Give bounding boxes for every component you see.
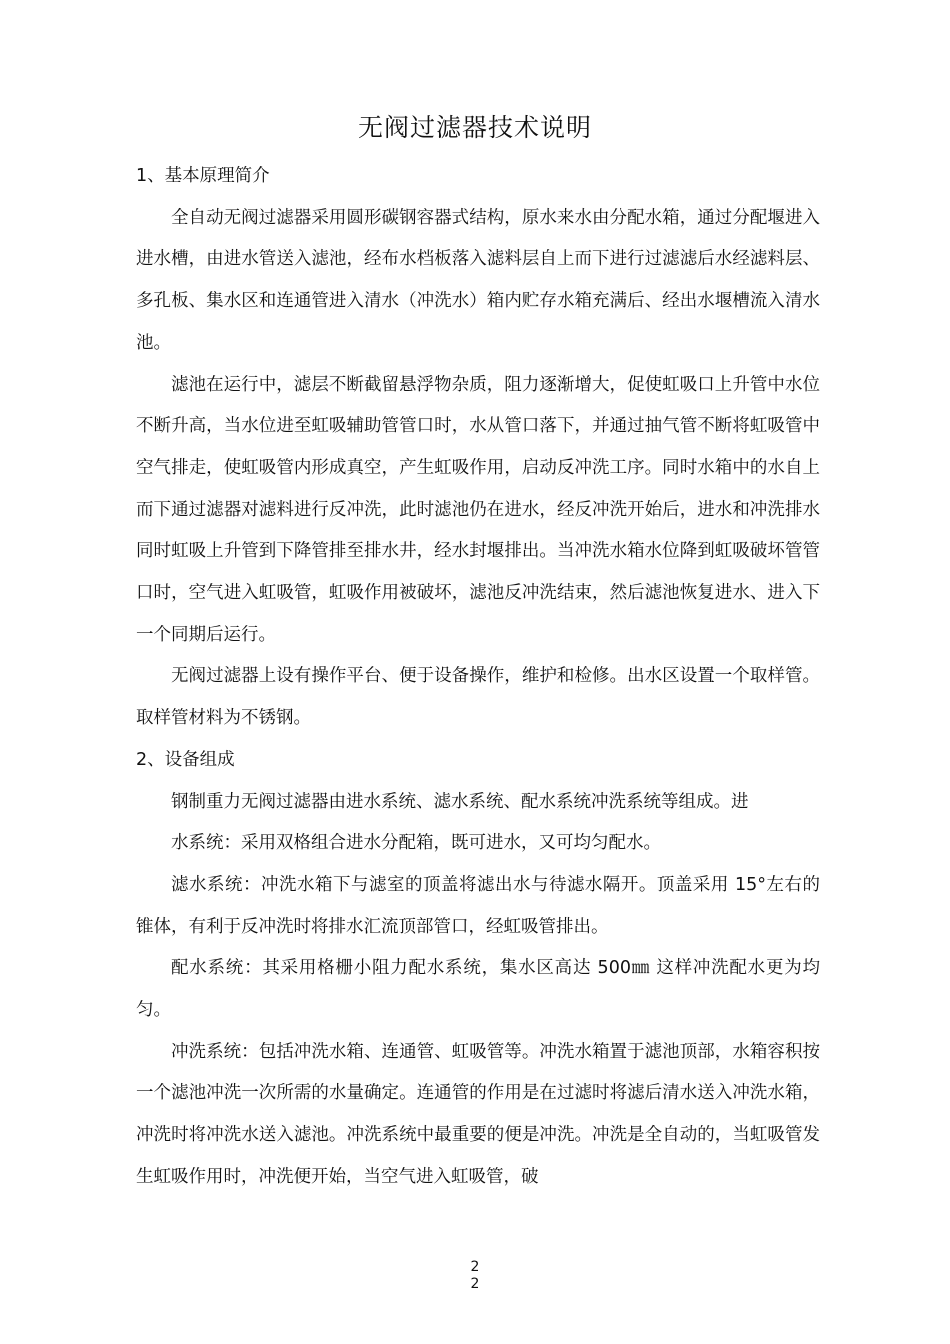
section-basic-principle bbox=[136, 156, 820, 740]
section-heading: 2、设备组成 bbox=[136, 749, 235, 770]
document-body bbox=[136, 156, 820, 1199]
page-number-top: 2 bbox=[470, 1259, 480, 1275]
section-heading: 1、基本原理简介 bbox=[136, 166, 270, 186]
paragraph: 冲洗系统：包括冲洗水箱、连通管、虹吸管等。冲洗水箱置于滤池顶部，水箱容积按一个滤池冲洗一次所需的水量确定。连通管的作用是在过滤时将滤后清水送入冲洗水箱，冲洗时将冲洗水送入滤池。冲洗系统中最重要的便是冲洗。冲洗是全自动的，当虹吸管发生虹吸作用时，冲洗便开始，当空气进入虹吸管，破 bbox=[136, 1041, 820, 1187]
paragraph: 配水系统：其采用格栅小阻力配水系统，集水区高达 500㎜ 这样冲洗配水更为均匀。 bbox=[136, 958, 820, 1021]
paragraph: 水系统：采用双格组合进水分配箱，既可进水，又可均匀配水。 bbox=[171, 833, 661, 854]
section-equipment-composition bbox=[136, 740, 820, 1199]
paragraph: 全自动无阀过滤器采用圆形碳钢容器式结构，原水来水由分配水箱，通过分配堰进入进水槽，由进水管送入滤池，经布水档板落入滤料层自上而下进行过滤滤后水经滤料层、多孔板、集水区和连通管进入清水（冲洗水）箱内贮存水箱充满后、经出水堰槽流入清水池。 bbox=[136, 207, 820, 353]
paragraph: 无阀过滤器上设有操作平台、便于设备操作，维护和检修。出水区设置一个取样管。取样管材料为不锈钢。 bbox=[136, 666, 820, 729]
paragraph: 钢制重力无阀过滤器由进水系统、滤水系统、配水系统冲洗系统等组成。进 bbox=[171, 791, 749, 812]
document-title: 无阀过滤器技术说明 bbox=[357, 113, 592, 142]
paragraph: 滤水系统：冲洗水箱下与滤室的顶盖将滤出水与待滤水隔开。顶盖采用 15°左右的锥体，有利于反冲洗时将排水汇流顶部管口，经虹吸管排出。 bbox=[136, 874, 820, 937]
page-number-bottom: 2 bbox=[470, 1276, 480, 1292]
page-number bbox=[0, 1259, 950, 1293]
paragraph: 滤池在运行中，滤层不断截留悬浮物杂质，阻力逐渐增大，促使虹吸口上升管中水位不断升高，当水位进至虹吸辅助管管口时，水从管口落下，并通过抽气管不断将虹吸管中空气排走，使虹吸管内形成真空，产生虹吸作用，启动反冲洗工序。同时水箱中的水自上而下通过滤器对滤料进行反冲洗，此时滤池仍在进水，经反冲洗开始后，进水和冲洗排水同时虹吸上升管到下降管排至排水井，经水封堰排出。当冲洗水箱水位降到虹吸破坏管管口时，空气进入虹吸管，虹吸作用被破坏，滤池反冲洗结束，然后滤池恢复进水、进入下一个同期后运行。 bbox=[136, 374, 820, 645]
